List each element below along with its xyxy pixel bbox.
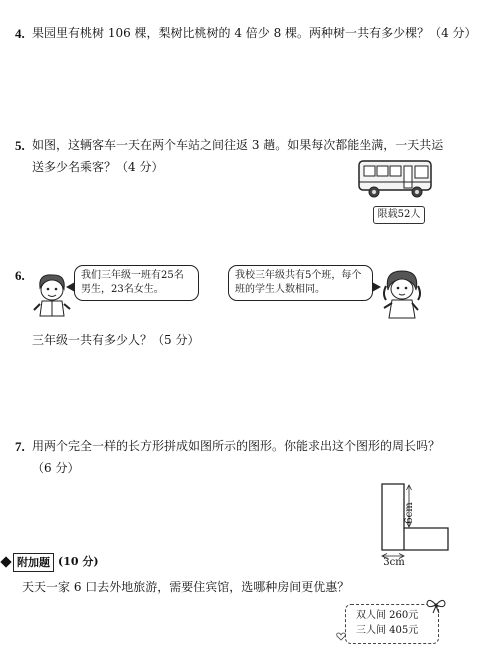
speech-bubble-left <box>74 265 199 301</box>
q6-question: 三年级一共有多少人？（5 分） <box>32 333 200 347</box>
bus-capacity-label: 限载52人 <box>377 209 421 220</box>
bonus-tag-label: 附加题 <box>17 556 50 569</box>
diamond-icon <box>0 556 11 567</box>
girl-figure <box>380 268 424 322</box>
dimension-width-label: 3cm <box>383 557 405 568</box>
q6-number: 6. <box>15 268 25 283</box>
bus-capacity-sign <box>373 206 425 224</box>
speech-bubble-left-tail <box>66 282 75 292</box>
bonus-text: 天天一家 6 口去外地旅游，需要住宾馆，选哪种房间更优惠？ <box>22 580 350 594</box>
q7-number: 7. <box>15 439 25 454</box>
speech-bubble-right-text: 我校三年级共有5个班，每个班的学生人数相同。 <box>235 270 362 295</box>
heart-icon <box>336 632 346 641</box>
boy-figure <box>32 272 72 322</box>
q7-line1: 用两个完全一样的长方形拼成如图所示的图形。你能求出这个图形的周长吗？ <box>32 439 441 453</box>
speech-bubble-left-text: 我们三年级一班有25名男生，23名女生。 <box>81 270 184 295</box>
bow-icon <box>425 597 447 615</box>
q5-number: 5. <box>15 138 25 153</box>
speech-bubble-right <box>228 265 373 301</box>
bonus-tag <box>13 553 54 572</box>
q7-line2: （6 分） <box>32 461 80 475</box>
price-triple-room: 三人间 405元 <box>356 625 419 636</box>
q5-line2: 送多少名乘客？（4 分） <box>32 160 164 174</box>
bus-icon <box>357 158 435 202</box>
q4-text: 果园里有桃树 106 棵，梨树比桃树的 4 倍少 8 棵。两种树一共有多少棵？（4 分） <box>32 26 477 40</box>
dimension-height-label: 6cm <box>404 502 415 524</box>
bonus-points: (10 分) <box>58 555 99 568</box>
q5-line1: 如图，这辆客车一天在两个车站之间往返 3 趟。如果每次都能坐满，一天共运 <box>32 138 444 152</box>
q4-number: 4. <box>15 26 25 41</box>
price-double-room: 双人间 260元 <box>356 610 419 621</box>
